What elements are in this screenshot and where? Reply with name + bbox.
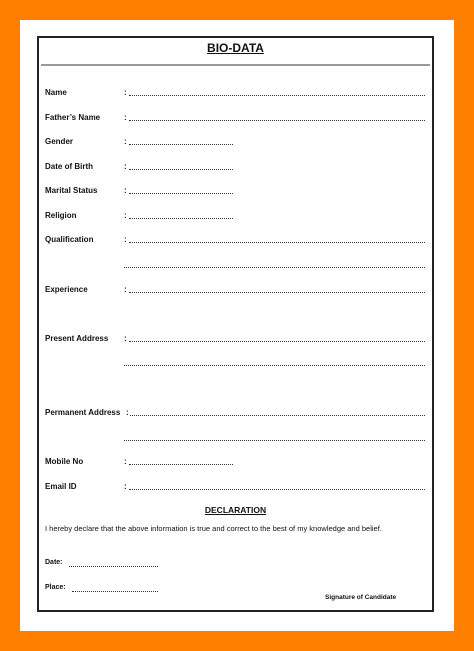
email-field[interactable]: [129, 489, 425, 490]
experience-label: Experience: [45, 285, 88, 294]
present-address-colon: :: [124, 334, 127, 343]
permanent-address-field-line-2[interactable]: [124, 440, 425, 441]
present-address-field-line-1[interactable]: [129, 341, 425, 342]
dob-field[interactable]: [129, 169, 233, 170]
date-field[interactable]: [69, 566, 158, 567]
marital-status-field[interactable]: [129, 193, 233, 194]
religion-colon: :: [124, 211, 127, 220]
fathers-name-field[interactable]: [129, 120, 425, 121]
bio-data-form: [37, 36, 434, 612]
place-field[interactable]: [72, 591, 158, 592]
gender-colon: :: [124, 137, 127, 146]
religion-label: Religion: [45, 211, 77, 220]
dob-colon: :: [124, 162, 127, 171]
permanent-address-colon: :: [126, 408, 129, 417]
qualification-label: Qualification: [45, 235, 94, 244]
title-divider: [41, 64, 430, 66]
page: [20, 20, 454, 631]
gender-label: Gender: [45, 137, 74, 146]
email-label: Email ID: [45, 482, 77, 491]
mobile-field[interactable]: [129, 464, 233, 465]
email-colon: :: [124, 482, 127, 491]
permanent-address-field-line-1[interactable]: [130, 415, 425, 416]
marital-status-label: Marital Status: [45, 186, 98, 195]
name-field[interactable]: [129, 95, 425, 96]
fathers-name-label: Father’s Name: [45, 113, 101, 122]
experience-field[interactable]: [129, 292, 425, 293]
mobile-colon: :: [124, 457, 127, 466]
name-colon: :: [124, 88, 127, 97]
permanent-address-label: Permanent Address: [45, 408, 121, 417]
experience-colon: :: [124, 285, 127, 294]
fathers-name-colon: :: [124, 113, 127, 122]
mobile-label: Mobile No: [45, 457, 84, 466]
qualification-colon: :: [124, 235, 127, 244]
marital-status-colon: :: [124, 186, 127, 195]
declaration-title: DECLARATION: [204, 505, 267, 515]
name-label: Name: [45, 88, 67, 97]
qualification-field-line-2[interactable]: [124, 267, 425, 268]
qualification-field-line-1[interactable]: [129, 242, 425, 243]
form-title: BIO-DATA: [207, 41, 264, 55]
signature-label: Signature of Candidate: [325, 594, 397, 601]
present-address-label: Present Address: [45, 334, 109, 343]
religion-field[interactable]: [129, 218, 233, 219]
declaration-text: I hereby declare that the above information is true and correct to the best of my knowledge and belief.: [45, 524, 382, 533]
gender-field[interactable]: [129, 144, 233, 145]
place-label: Place:: [45, 584, 66, 591]
date-label: Date:: [45, 559, 63, 566]
present-address-field-line-2[interactable]: [124, 365, 425, 366]
dob-label: Date of Birth: [45, 162, 93, 171]
